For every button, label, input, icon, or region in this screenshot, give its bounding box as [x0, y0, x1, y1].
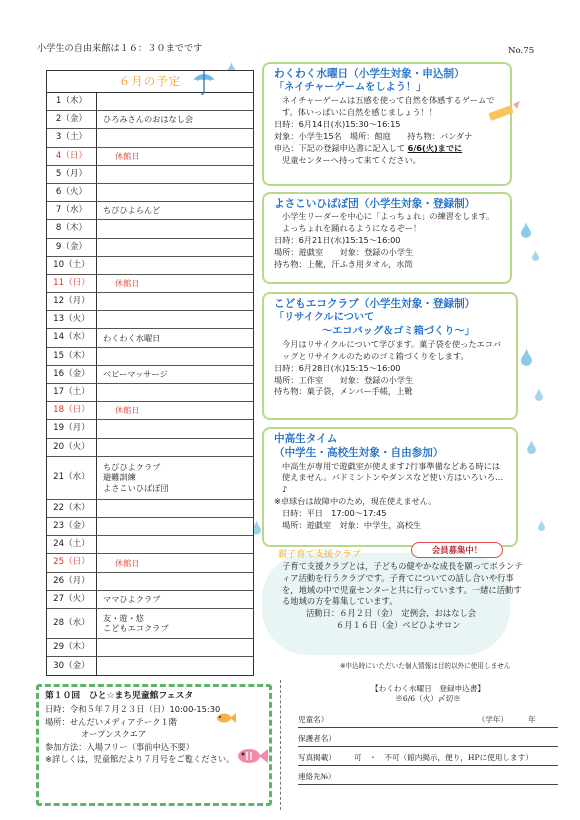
calendar-event-cell [97, 93, 253, 110]
festa-place-2: オープンスクエア [81, 729, 147, 740]
wakuwaku-subtitle: 「ネイチャーゲームをしよう！」 [274, 82, 427, 94]
calendar-event: 休館日 [115, 150, 140, 161]
calendar-event-cell [97, 591, 253, 608]
calendar-date: 17（土） [47, 384, 97, 401]
calendar-event-cell [97, 129, 253, 146]
calendar-date: 20（火） [47, 439, 97, 456]
calendar-event-cell [97, 311, 253, 328]
calendar-event: ちびひよらんど [103, 205, 161, 216]
apply-deadline: 6/6(火)までに [407, 142, 463, 153]
calendar-event-cell [97, 420, 253, 437]
teen-note: ※卓球台は故障中のため，現在使えません。 [274, 496, 437, 507]
eco-body: 今月はリサイクルについて学びます。菓子袋を使ったエコバッグとリサイクルのためのゴミ箱づくりをします。 [282, 338, 502, 361]
cut-line [280, 680, 281, 810]
calendar-event-cell [97, 518, 253, 535]
calendar-row [47, 257, 253, 275]
fish-icon [215, 711, 237, 725]
guardian-name-field[interactable] [298, 728, 558, 747]
calendar-row [47, 329, 253, 347]
calendar-row [47, 366, 253, 384]
calendar-row [47, 573, 253, 591]
eco-place: 場所：工作室 対象：登録の小学生 [274, 374, 414, 385]
yosakoi-title: よさこいひばぼ団（小学生対象・登録制） [274, 198, 476, 210]
calendar-event-cell [97, 366, 253, 383]
calendar-event: ベビーマッサージ [103, 369, 168, 380]
eco-subtitle-2: ～エコバッグ＆ゴミ箱づくり～」 [322, 326, 475, 338]
teen-body: 中高生が専用で遊戯室が使えます♪行事準備などある時には使えません。バドミントンやダンスなど使い方はいろいろ…♪ [282, 460, 504, 495]
raindrop-icon [521, 222, 531, 238]
calendar-row [47, 591, 253, 609]
calendar-event-cell [97, 384, 253, 401]
calendar-event-cell [97, 554, 253, 571]
registration-form [298, 684, 558, 785]
calendar-event: 休館日 [115, 278, 140, 289]
june-calendar [46, 70, 254, 676]
calendar-event-cell [97, 500, 253, 517]
child-name-label: 児童名） [298, 715, 329, 725]
calendar-header [47, 71, 253, 93]
calendar-date: 11（日） [47, 275, 97, 292]
calendar-row [47, 500, 253, 518]
calendar-event-cell [97, 166, 253, 183]
issue-number: No.75 [508, 46, 535, 56]
calendar-row [47, 536, 253, 554]
year-label: 年 [528, 715, 536, 725]
calendar-row [47, 639, 253, 657]
festa-join: 参加方法：入場フリー（事前申込不要） [45, 741, 195, 752]
calendar-row [47, 311, 253, 329]
calendar-event-cell [97, 348, 253, 365]
calendar-event: よさこいひばぼ団 [103, 483, 169, 494]
calendar-event: ひろみさんのおはなし会 [103, 114, 194, 125]
wakuwaku-datetime: 日時：6月14日(水)15:30～16:15 [274, 118, 401, 129]
calendar-row [47, 202, 253, 220]
wakuwaku-body: ネイチャーゲームは五感を使って自然を体感するゲームです。体いっぱいに自然を感じましょう！！ [282, 95, 495, 117]
teen-title-1: 中高生タイム [274, 433, 338, 445]
calendar-row [47, 111, 253, 129]
teen-time-box [262, 427, 518, 547]
calendar-event-cell [97, 402, 253, 419]
photo-permission-field[interactable] [298, 747, 558, 766]
apply-prefix: 申込：下記の登録申込書に記入して [274, 142, 406, 153]
festa-note: ※詳しくは，児童館だより７月号をご覧ください。 [45, 753, 235, 764]
calendar-date: 24（土） [47, 536, 97, 553]
festa-place-1: 場所：せんだいメディアテーク１階 [45, 716, 178, 727]
calendar-row [47, 402, 253, 420]
festa-box [36, 684, 272, 806]
calendar-event: 休館日 [115, 405, 140, 416]
calendar-event-cell [97, 239, 253, 256]
teen-datetime: 日時：平日 17:00～17:45 [282, 508, 387, 519]
calendar-row [47, 657, 253, 675]
calendar-row [47, 439, 253, 457]
calendar-row [47, 518, 253, 536]
calendar-date: 19（月） [47, 420, 97, 437]
calendar-date: 9（金） [47, 239, 97, 256]
calendar-row [47, 384, 253, 402]
raindrop-icon [538, 520, 545, 531]
calendar-event-cell [97, 439, 253, 456]
umbrella-icon [189, 67, 219, 97]
calendar-date: 14（水） [47, 329, 97, 346]
wakuwaku-title: わくわく水曜日（小学生対象・申込制） [274, 68, 465, 80]
calendar-event-cell [97, 257, 253, 274]
calendar-date: 2（金） [47, 111, 97, 128]
calendar-event-cell [97, 329, 253, 346]
form-title: 【わくわく水曜日 登録申込書】 [371, 684, 485, 693]
calendar-date: 26（月） [47, 573, 97, 590]
calendar-event-cell [97, 148, 253, 165]
calendar-event: 避難訓練 [103, 472, 136, 483]
calendar-event-cell [97, 457, 253, 499]
yosakoi-place: 場所：遊戯室 対象：登録の小学生 [274, 246, 414, 257]
eco-club-box [262, 292, 518, 420]
calendar-row [47, 275, 253, 293]
calendar-date: 13（火） [47, 311, 97, 328]
raindrop-icon [532, 250, 539, 261]
calendar-body [47, 93, 253, 675]
teen-title-2: （中学生・高校生対象・自由参加） [274, 447, 444, 460]
wakuwaku-target: 対象：小学生15名 場所：館庭 持ち物：バンダナ [274, 130, 473, 141]
wakuwaku-apply [274, 143, 502, 155]
calendar-date: 4（日） [47, 148, 97, 165]
child-name-field[interactable] [298, 709, 558, 728]
calendar-event: ちびひよクラブ [103, 461, 161, 472]
yosakoi-body: 小学生リーダーを中心に「よっちょれ」の練習をします。よっちょれを踊れるようになるぞー！ [282, 211, 495, 234]
calendar-row [47, 609, 253, 639]
parenting-body: 子育て支援クラブとは，子どもの健やかな成長を願ってボランティア活動を行うクラブです。子育てについての話し合いや行事を，地域の中で児童センターと共に行っています。一緒に活動する地域の方を募集しています。 [282, 561, 523, 607]
teen-place: 場所：遊戯室 対象：中学生，高校生 [282, 520, 422, 531]
contact-field[interactable] [298, 766, 558, 785]
eco-subtitle-1: 「リサイクルについて [274, 312, 375, 324]
calendar-date: 18（日） [47, 402, 97, 419]
calendar-event: 休館日 [115, 557, 140, 568]
calendar-date: 25（日） [47, 554, 97, 571]
calendar-event: こどもエコクラブ [103, 623, 169, 634]
free-visit-notice: 小学生の自由来館は１６：３０までです [37, 43, 203, 54]
calendar-date: 1（木） [47, 93, 97, 110]
privacy-note: ※申込時にいただいた個人情報は目的以外に使用しません [340, 662, 511, 670]
raindrop-icon [527, 440, 536, 454]
contact-label: 連絡先№） [298, 772, 336, 782]
calendar-event-cell [97, 202, 253, 219]
yosakoi-datetime: 日時：6月21日(水)15:15～16:00 [274, 235, 401, 246]
calendar-event-cell [97, 111, 253, 128]
calendar-row [47, 184, 253, 202]
calendar-title: ６月の予定 [118, 74, 182, 88]
member-recruit-badge: 会員募集中！ [411, 542, 503, 558]
calendar-date: 6（火） [47, 184, 97, 201]
calendar-event-cell [97, 657, 253, 675]
form-deadline: ※6/6（火）〆切※ [395, 694, 461, 704]
calendar-row [47, 148, 253, 166]
yosakoi-box [262, 192, 512, 284]
calendar-event: ママひよクラブ [103, 593, 161, 604]
raindrop-icon [535, 388, 543, 401]
wakuwaku-apply-suffix: 児童センターへ持って来てください。 [282, 154, 421, 165]
raindrop-icon [521, 348, 532, 366]
calendar-event-cell [97, 536, 253, 553]
calendar-date: 29（木） [47, 639, 97, 656]
calendar-row [47, 220, 253, 238]
calendar-row [47, 239, 253, 257]
parenting-activity-2: ６月１６日（金）ベビひよサロン [336, 619, 461, 630]
wakuwaku-box [262, 62, 512, 186]
calendar-date: 3（土） [47, 129, 97, 146]
calendar-date: 10（土） [47, 257, 97, 274]
calendar-date: 22（木） [47, 500, 97, 517]
calendar-date: 23（金） [47, 518, 97, 535]
calendar-row [47, 348, 253, 366]
calendar-event-cell [97, 275, 253, 292]
calendar-event-cell [97, 609, 253, 638]
yosakoi-items: 持ち物：上靴，汗ふき用タオル，水筒 [274, 258, 413, 269]
fish-icon [235, 745, 269, 767]
parenting-title: 親子育て支援クラブ [278, 549, 361, 560]
photo-label: 写真掲載） [298, 753, 336, 763]
pencil-icon [487, 100, 521, 126]
calendar-date: 15（木） [47, 348, 97, 365]
calendar-date: 28（水） [47, 609, 97, 638]
calendar-date: 27（火） [47, 591, 97, 608]
calendar-event-cell [97, 639, 253, 656]
calendar-date: 21（水） [47, 457, 97, 499]
calendar-event-cell [97, 293, 253, 310]
calendar-row [47, 420, 253, 438]
calendar-row [47, 457, 253, 500]
parenting-club [268, 548, 524, 632]
calendar-date: 30（金） [47, 657, 97, 675]
calendar-event-cell [97, 184, 253, 201]
calendar-row [47, 129, 253, 147]
calendar-date: 7（水） [47, 202, 97, 219]
photo-options: 可 ・ 不可（館内掲示，便り，HPに使用します） [354, 753, 533, 763]
eco-datetime: 日時：6月28日(水)15:15～16:00 [274, 362, 401, 373]
calendar-row [47, 554, 253, 572]
calendar-event-cell [97, 220, 253, 237]
parenting-activity-1: 活動日：６月２日（金） 定例会，おはなし会 [306, 608, 477, 619]
calendar-date: 12（月） [47, 293, 97, 310]
guardian-name-label: 保護者名） [298, 734, 336, 744]
festa-datetime: 日時：令和５年７月２３日（日）10:00-15:30 [45, 704, 221, 715]
calendar-date: 5（月） [47, 166, 97, 183]
calendar-row [47, 93, 253, 111]
calendar-event: わくわく水曜日 [103, 332, 161, 343]
festa-title: 第１０回 ひと☆まち児童館フェスタ [45, 691, 194, 701]
calendar-row [47, 166, 253, 184]
calendar-event-cell [97, 573, 253, 590]
eco-title: こどもエコクラブ（小学生対象・登録制） [274, 298, 476, 310]
calendar-date: 8（木） [47, 220, 97, 237]
eco-items: 持ち物：菓子袋，メンバー手帳，上靴 [274, 386, 413, 397]
calendar-row [47, 293, 253, 311]
calendar-event: 友・遊・悠 [103, 612, 144, 623]
calendar-date: 16（金） [47, 366, 97, 383]
grade-label: （学年） [477, 715, 508, 725]
